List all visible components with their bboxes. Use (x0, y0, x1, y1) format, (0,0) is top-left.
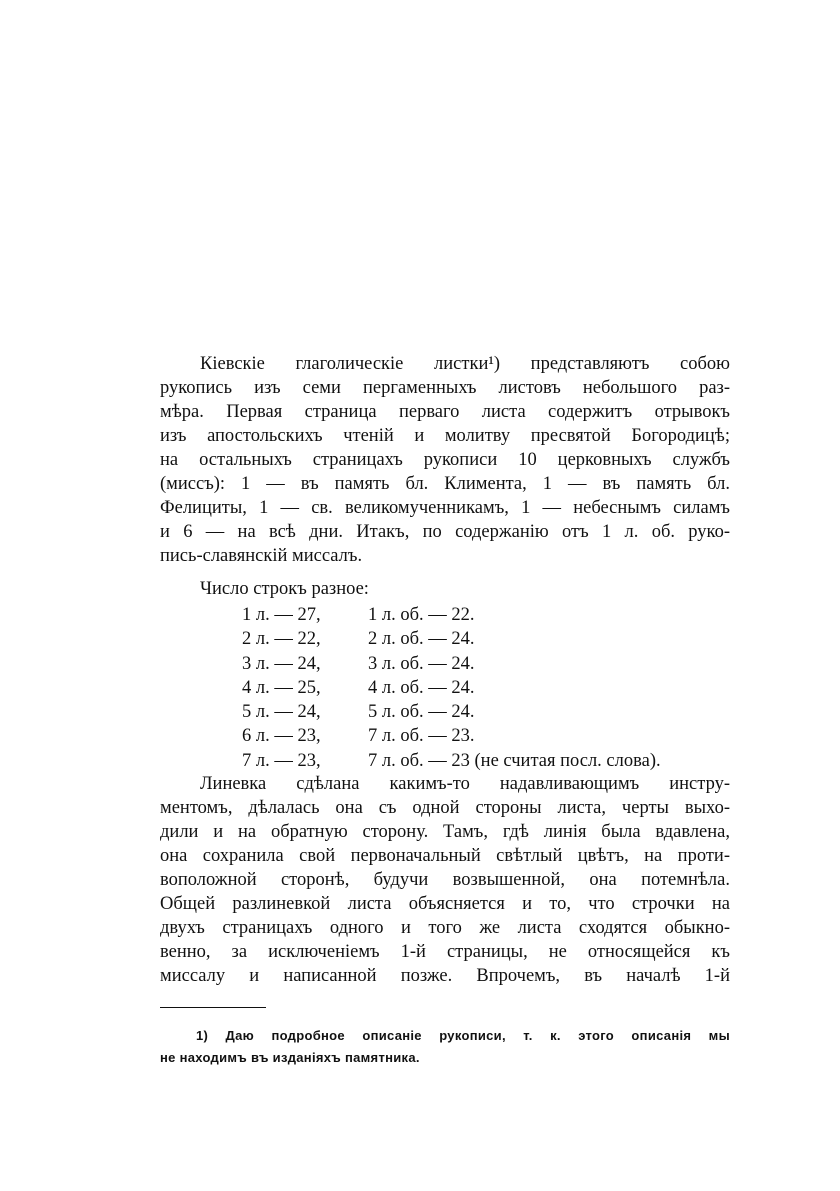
table-row (242, 603, 661, 627)
back-count: 3 л. об. — 24. (368, 653, 475, 674)
back-count: 7 л. об. — 23. (368, 726, 475, 747)
text-line: на остальныхъ страницахъ рукописи 10 церковныхъ службъ (160, 450, 730, 470)
text-line: двухъ страницахъ одного и того же листа сходятся обыкно- (160, 918, 730, 938)
front-count: 4 л. — 25, (242, 677, 321, 698)
front-count: 2 л. — 22, (242, 629, 321, 650)
front-count: 6 л. — 23, (242, 726, 321, 747)
table-row (242, 700, 661, 724)
footnote (160, 1025, 730, 1069)
text-line: изъ апостольскихъ чтеній и молитву пресвятой Богородицѣ; (160, 426, 730, 446)
table-row (242, 676, 661, 700)
footnote-line: не находимъ въ изданіяхъ памятника. (160, 1050, 420, 1065)
footnote-divider (160, 1007, 266, 1008)
footnote-line: 1) Даю подробное описаніе рукописи, т. к. этого описанія мы (196, 1028, 730, 1043)
back-count: 4 л. об. — 24. (368, 677, 475, 698)
text-line: Линевка сдѣлана какимъ-то надавливающимъ инстру- (200, 774, 730, 794)
back-count: 1 л. об. — 22. (368, 605, 475, 625)
text-line: ментомъ, дѣлалась она съ одной стороны листа, черты выхо- (160, 798, 730, 818)
text-line: Кіевскіе глаголическіе листки¹) представляютъ собою (200, 354, 730, 374)
text-line: Фелициты, 1 — св. великомученникамъ, 1 — небеснымъ силамъ (160, 498, 730, 518)
back-count: 7 л. об. — 23 (не считая посл. слова). (368, 750, 661, 771)
front-count: 7 л. — 23, (242, 750, 321, 771)
text-line: и 6 — на всѣ дни. Итакъ, по содержанію отъ 1 л. об. руко- (160, 522, 730, 542)
paragraph-intro (160, 352, 730, 568)
text-line: Общей разлиневкой листа объясняется и то, что строчки на (160, 894, 730, 914)
table-row (242, 652, 661, 676)
back-count: 2 л. об. — 24. (368, 629, 475, 650)
text-line: мѣра. Первая страница перваго листа содержитъ отрывокъ (160, 402, 730, 422)
line-count-table (242, 603, 661, 773)
front-count: 3 л. — 24, (242, 653, 321, 674)
text-line: (миссъ): 1 — въ память бл. Климента, 1 — въ память бл. (160, 474, 730, 494)
text-line: пись-славянскій миссалъ. (160, 546, 363, 566)
table-row (242, 627, 661, 651)
text-line: она сохранила свой первоначальный свѣтлый цвѣтъ, на проти- (160, 846, 730, 866)
text-line: венно, за исключеніемъ 1-й страницы, не относящейся къ (160, 942, 730, 962)
table-row (242, 749, 661, 773)
back-count: 5 л. об. — 24. (368, 702, 475, 723)
text-line: рукопись изъ семи пергаменныхъ листовъ небольшого раз- (160, 378, 730, 398)
line-count-heading: Число строкъ разное: (200, 579, 369, 599)
front-count: 5 л. — 24, (242, 702, 321, 723)
paragraph-ruling (160, 772, 730, 988)
front-count: 1 л. — 27, (242, 605, 321, 625)
text-line: воположной сторонѣ, будучи возвышенной, она потемнѣла. (160, 870, 730, 890)
text-line: дили и на обратную сторону. Тамъ, гдѣ линія была вдавлена, (160, 822, 730, 842)
text-line: миссалу и написанной позже. Впрочемъ, въ началѣ 1-й (160, 966, 730, 986)
table-row (242, 724, 661, 748)
